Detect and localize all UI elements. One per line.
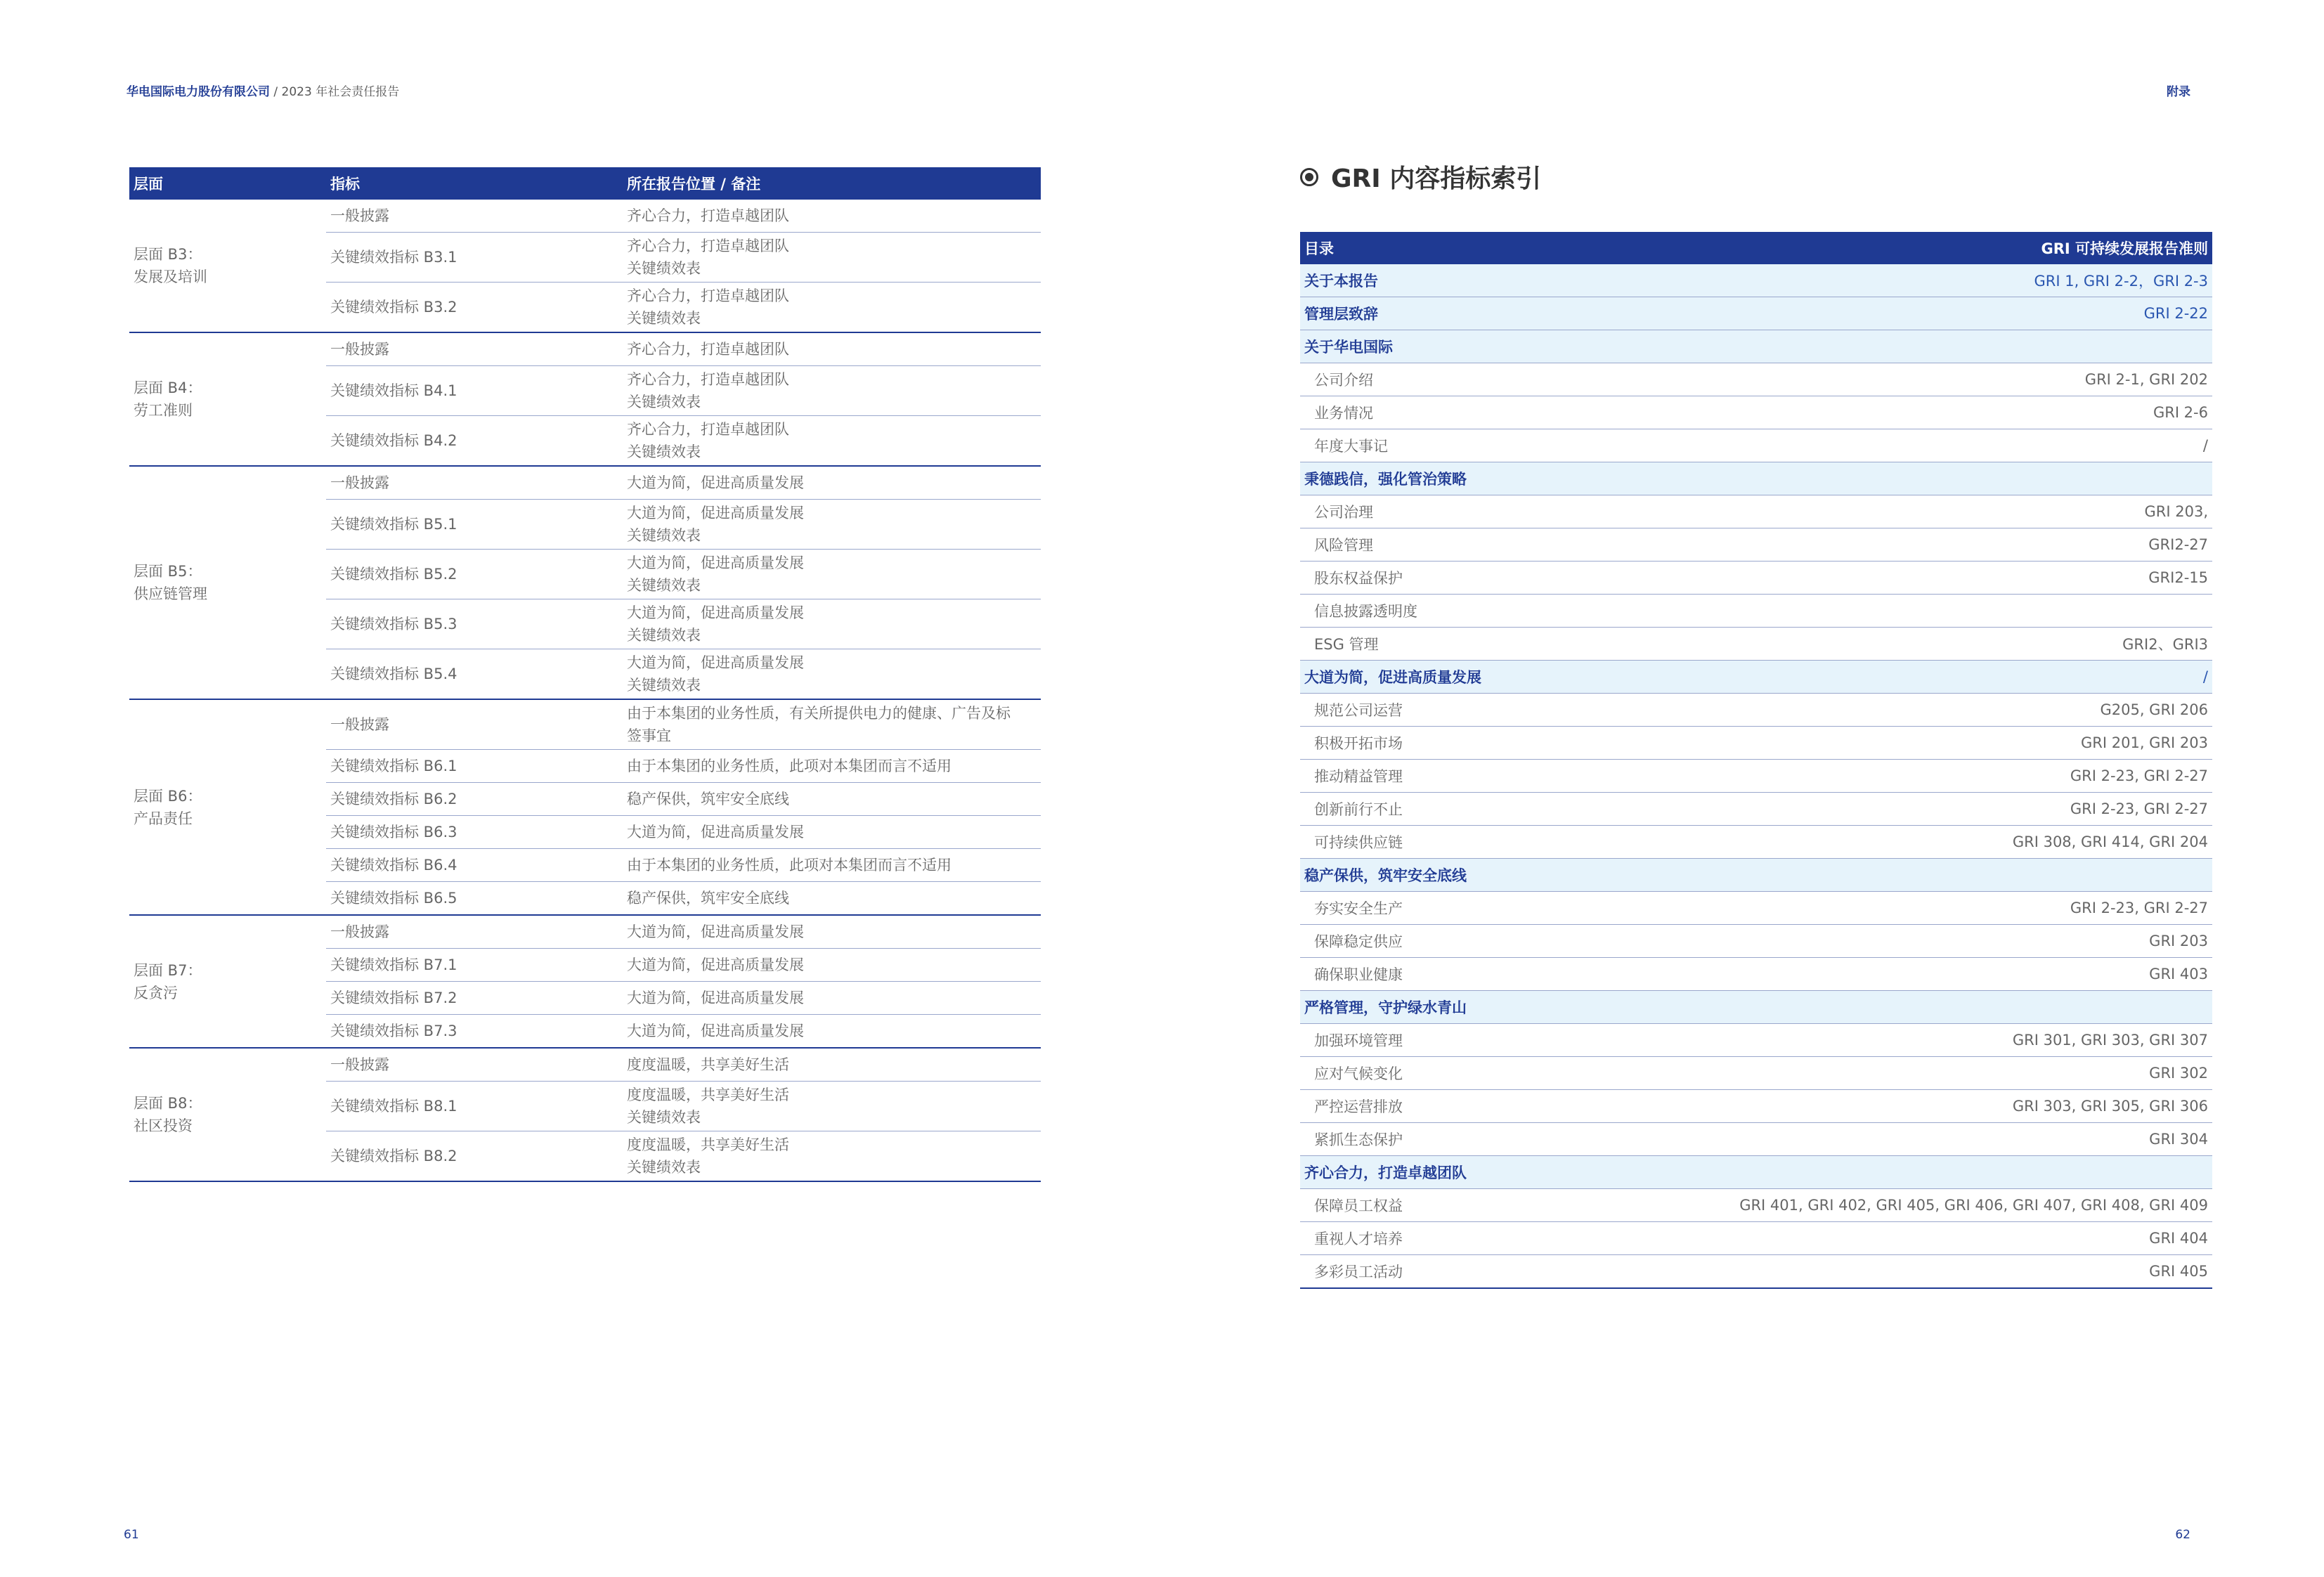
gri-standard-cell <box>1722 462 2212 495</box>
location-note: 签事宜 <box>627 727 671 744</box>
location-note: 关键绩效表 <box>627 260 701 277</box>
location-cell <box>623 1048 1041 1082</box>
gri-item-row <box>1300 793 2212 826</box>
indicator-cell: 关键绩效指标 B6.1 <box>326 750 623 783</box>
indicator-cell: 关键绩效指标 B5.2 <box>326 550 623 599</box>
location-cell <box>623 233 1041 283</box>
gri-standard-cell: / <box>1722 429 2212 462</box>
indicator-cell: 一般披露 <box>326 466 623 500</box>
gri-section-row <box>1300 859 2212 892</box>
gri-contents-cell: 公司治理 <box>1300 495 1722 528</box>
table-row <box>129 699 1041 750</box>
location-cell <box>623 915 1041 949</box>
gri-standard-cell: GRI2-15 <box>1722 562 2212 595</box>
location-cell <box>623 849 1041 882</box>
gri-item-row <box>1300 958 2212 991</box>
location-cell <box>623 949 1041 982</box>
gri-title-text: GRI 内容指标索引 <box>1331 164 1542 193</box>
table-row <box>129 200 1041 233</box>
location-note: 关键绩效表 <box>627 527 701 544</box>
gri-contents-cell: 夯实安全生产 <box>1300 892 1722 925</box>
location-note: 关键绩效表 <box>627 310 701 327</box>
aspect-cell <box>129 1048 326 1181</box>
gri-item-row <box>1300 562 2212 595</box>
gri-item-row <box>1300 1057 2212 1090</box>
gri-standard-cell: GRI 2-23, GRI 2-27 <box>1722 892 2212 925</box>
gri-contents-cell: 加强环境管理 <box>1300 1024 1722 1057</box>
gri-section-row <box>1300 330 2212 363</box>
aspect-cell <box>129 332 326 466</box>
gri-standard-cell: GRI 1, GRI 2-2，GRI 2-3 <box>1722 264 2212 297</box>
location-note: 关键绩效表 <box>627 394 701 410</box>
gri-standard-cell <box>1722 330 2212 363</box>
location-text: 齐心合力，打造卓越团队 <box>627 238 789 254</box>
gri-contents-cell: 严控运营排放 <box>1300 1090 1722 1123</box>
table-row <box>129 915 1041 949</box>
location-cell <box>623 366 1041 416</box>
gri-standard-cell: GRI 2-23, GRI 2-27 <box>1722 793 2212 826</box>
location-cell <box>623 550 1041 599</box>
gri-item-row <box>1300 628 2212 661</box>
gri-item-row <box>1300 528 2212 562</box>
gri-standard-cell <box>1722 595 2212 628</box>
gri-item-row <box>1300 595 2212 628</box>
esg-index-table <box>129 167 1041 1182</box>
location-text: 齐心合力，打造卓越团队 <box>627 421 789 438</box>
gri-standard-cell: GRI 404 <box>1722 1222 2212 1255</box>
gri-standard-cell: GRI 405 <box>1722 1255 2212 1289</box>
gri-standard-cell: GRI 2-6 <box>1722 396 2212 429</box>
aspect-cell <box>129 915 326 1048</box>
location-cell <box>623 699 1041 750</box>
location-text: 齐心合力，打造卓越团队 <box>627 287 789 304</box>
location-cell <box>623 816 1041 849</box>
location-text: 齐心合力，打造卓越团队 <box>627 207 789 224</box>
gri-item-row <box>1300 760 2212 793</box>
location-note: 关键绩效表 <box>627 627 701 644</box>
gri-standard-cell: GRI 302 <box>1722 1057 2212 1090</box>
indicator-cell: 关键绩效指标 B7.1 <box>326 949 623 982</box>
gri-contents-cell: 管理层致辞 <box>1300 297 1722 330</box>
gri-standard-cell: / <box>1722 661 2212 694</box>
location-cell <box>623 416 1041 467</box>
location-cell <box>623 1131 1041 1182</box>
page-number-left: 61 <box>124 1528 139 1542</box>
gri-standard-cell: GRI 303, GRI 305, GRI 306 <box>1722 1090 2212 1123</box>
aspect-name: 供应链管理 <box>134 585 207 602</box>
aspect-code: 层面 B6： <box>134 787 202 805</box>
location-text: 由于本集团的业务性质，此项对本集团而言不适用 <box>627 857 952 874</box>
indicator-cell: 一般披露 <box>326 699 623 750</box>
location-text: 度度温暖，共享美好生活 <box>627 1056 789 1073</box>
aspect-name: 发展及培训 <box>134 268 207 285</box>
gri-item-row <box>1300 363 2212 396</box>
gri-item-row <box>1300 727 2212 760</box>
gri-standard-cell: GRI 308, GRI 414, GRI 204 <box>1722 826 2212 859</box>
gri-standard-cell: GRI 403 <box>1722 958 2212 991</box>
gri-contents-cell: 关于本报告 <box>1300 264 1722 297</box>
location-cell <box>623 283 1041 333</box>
gri-contents-cell: 秉德践信，强化管治策略 <box>1300 462 1722 495</box>
aspect-name: 劳工准则 <box>134 402 193 419</box>
location-cell <box>623 882 1041 916</box>
gri-contents-cell: 严格管理，守护绿水青山 <box>1300 991 1722 1024</box>
aspect-name: 社区投资 <box>134 1117 193 1134</box>
gri-header-standards: GRI 可持续发展报告准则 <box>1722 232 2212 264</box>
location-cell <box>623 1015 1041 1049</box>
gri-header-row <box>1300 232 2212 264</box>
indicator-cell: 关键绩效指标 B7.3 <box>326 1015 623 1049</box>
aspect-cell <box>129 699 326 915</box>
header-aspect: 层面 <box>129 167 326 200</box>
location-cell <box>623 599 1041 649</box>
indicator-cell: 关键绩效指标 B4.2 <box>326 416 623 467</box>
indicator-cell: 一般披露 <box>326 1048 623 1082</box>
location-text: 大道为简，促进高质量发展 <box>627 554 804 571</box>
gri-section-title <box>1300 159 1541 195</box>
gri-standard-cell: GRI 2-23, GRI 2-27 <box>1722 760 2212 793</box>
location-cell <box>623 332 1041 366</box>
gri-contents-cell: 确保职业健康 <box>1300 958 1722 991</box>
gri-item-row <box>1300 396 2212 429</box>
indicator-cell: 关键绩效指标 B7.2 <box>326 982 623 1015</box>
aspect-code: 层面 B7： <box>134 961 202 979</box>
gri-contents-cell: 多彩员工活动 <box>1300 1255 1722 1289</box>
location-text: 大道为简，促进高质量发展 <box>627 654 804 671</box>
gri-item-row <box>1300 892 2212 925</box>
gri-section-row <box>1300 297 2212 330</box>
indicator-cell: 关键绩效指标 B3.1 <box>326 233 623 283</box>
location-note: 关键绩效表 <box>627 577 701 594</box>
company-name: 华电国际电力股份有限公司 <box>126 85 270 99</box>
gri-item-row <box>1300 1189 2212 1222</box>
location-text: 大道为简，促进高质量发展 <box>627 604 804 621</box>
location-text: 由于本集团的业务性质，此项对本集团而言不适用 <box>627 758 952 774</box>
gri-standard-cell: GRI2-27 <box>1722 528 2212 562</box>
gri-section-row <box>1300 661 2212 694</box>
gri-contents-cell: 信息披露透明度 <box>1300 595 1722 628</box>
gri-contents-cell: 公司介绍 <box>1300 363 1722 396</box>
aspect-cell <box>129 200 326 332</box>
location-note: 关键绩效表 <box>627 677 701 694</box>
gri-contents-cell: ESG 管理 <box>1300 628 1722 661</box>
aspect-code: 层面 B5： <box>134 563 202 580</box>
indicator-cell: 关键绩效指标 B6.3 <box>326 816 623 849</box>
location-note: 关键绩效表 <box>627 1109 701 1126</box>
gri-standard-cell: GRI 203, <box>1722 495 2212 528</box>
location-cell <box>623 982 1041 1015</box>
location-text: 大道为简，促进高质量发展 <box>627 474 804 491</box>
gri-contents-cell: 积极开拓市场 <box>1300 727 1722 760</box>
gri-header-contents: 目录 <box>1300 232 1722 264</box>
indicator-cell: 关键绩效指标 B6.5 <box>326 882 623 916</box>
location-cell <box>623 750 1041 783</box>
table-row <box>129 1048 1041 1082</box>
bullet-circle-icon <box>1300 168 1318 186</box>
location-note: 关键绩效表 <box>627 443 701 460</box>
aspect-name: 产品责任 <box>134 810 193 827</box>
location-text: 齐心合力，打造卓越团队 <box>627 341 789 358</box>
right-page <box>1162 0 2324 1577</box>
running-header <box>126 82 399 99</box>
indicator-cell: 关键绩效指标 B6.4 <box>326 849 623 882</box>
gri-contents-cell: 应对气候变化 <box>1300 1057 1722 1090</box>
gri-standard-cell: G205, GRI 206 <box>1722 694 2212 727</box>
header-separator: / <box>273 85 278 99</box>
page-number-right: 62 <box>2175 1528 2190 1542</box>
gri-contents-cell: 保障员工权益 <box>1300 1189 1722 1222</box>
indicator-cell: 一般披露 <box>326 200 623 233</box>
table-row <box>129 332 1041 366</box>
gri-item-row <box>1300 1090 2212 1123</box>
location-cell <box>623 200 1041 233</box>
location-text: 稳产保供，筑牢安全底线 <box>627 791 789 807</box>
gri-standard-cell <box>1722 991 2212 1024</box>
indicator-cell: 关键绩效指标 B5.4 <box>326 649 623 700</box>
gri-item-row <box>1300 1255 2212 1289</box>
gri-item-row <box>1300 429 2212 462</box>
indicator-cell: 一般披露 <box>326 332 623 366</box>
aspect-code: 层面 B3： <box>134 246 202 263</box>
gri-contents-cell: 创新前行不止 <box>1300 793 1722 826</box>
gri-contents-cell: 稳产保供，筑牢安全底线 <box>1300 859 1722 892</box>
gri-contents-cell: 股东权益保护 <box>1300 562 1722 595</box>
gri-section-row <box>1300 1156 2212 1189</box>
indicator-cell: 关键绩效指标 B3.2 <box>326 283 623 333</box>
gri-contents-cell: 规范公司运营 <box>1300 694 1722 727</box>
gri-contents-cell: 紧抓生态保护 <box>1300 1123 1722 1156</box>
gri-standard-cell: GRI 304 <box>1722 1123 2212 1156</box>
gri-item-row <box>1300 1123 2212 1156</box>
gri-section-row <box>1300 462 2212 495</box>
indicator-cell: 关键绩效指标 B8.2 <box>326 1131 623 1182</box>
gri-contents-cell: 推动精益管理 <box>1300 760 1722 793</box>
section-label: 附录 <box>2167 85 2190 99</box>
aspect-name: 反贪污 <box>134 984 178 1001</box>
location-cell <box>623 649 1041 700</box>
indicator-cell: 关键绩效指标 B5.3 <box>326 599 623 649</box>
header-location: 所在报告位置 / 备注 <box>623 167 1041 200</box>
gri-standard-cell: GRI 401, GRI 402, GRI 405, GRI 406, GRI 407, GRI 408, GRI 409 <box>1722 1189 2212 1222</box>
gri-standard-cell: GRI 201, GRI 203 <box>1722 727 2212 760</box>
gri-standard-cell: GRI2、GRI3 <box>1722 628 2212 661</box>
gri-standard-cell: GRI 203 <box>1722 925 2212 958</box>
gri-item-row <box>1300 925 2212 958</box>
location-text: 稳产保供，筑牢安全底线 <box>627 890 789 907</box>
gri-contents-cell: 保障稳定供应 <box>1300 925 1722 958</box>
gri-item-row <box>1300 694 2212 727</box>
location-text: 大道为简，促进高质量发展 <box>627 505 804 521</box>
indicator-cell: 一般披露 <box>326 915 623 949</box>
indicator-cell: 关键绩效指标 B6.2 <box>326 783 623 816</box>
gri-standard-cell <box>1722 859 2212 892</box>
indicator-cell: 关键绩效指标 B8.1 <box>326 1082 623 1131</box>
location-text: 大道为简，促进高质量发展 <box>627 824 804 841</box>
table-row <box>129 466 1041 500</box>
gri-item-row <box>1300 1222 2212 1255</box>
gri-section-row <box>1300 991 2212 1024</box>
gri-item-row <box>1300 495 2212 528</box>
aspect-code: 层面 B4： <box>134 379 202 396</box>
header-indicator: 指标 <box>326 167 623 200</box>
aspect-cell <box>129 466 326 699</box>
gri-contents-cell: 大道为简，促进高质量发展 <box>1300 661 1722 694</box>
gri-contents-cell: 年度大事记 <box>1300 429 1722 462</box>
gri-contents-cell: 风险管理 <box>1300 528 1722 562</box>
location-cell <box>623 1082 1041 1131</box>
gri-contents-cell: 重视人才培养 <box>1300 1222 1722 1255</box>
gri-standard-cell: GRI 2-1, GRI 202 <box>1722 363 2212 396</box>
location-text: 度度温暖，共享美好生活 <box>627 1136 789 1153</box>
gri-contents-cell: 关于华电国际 <box>1300 330 1722 363</box>
location-text: 齐心合力，打造卓越团队 <box>627 371 789 388</box>
indicator-cell: 关键绩效指标 B4.1 <box>326 366 623 416</box>
location-text: 度度温暖，共享美好生活 <box>627 1086 789 1103</box>
location-cell <box>623 783 1041 816</box>
location-text: 大道为简，促进高质量发展 <box>627 923 804 940</box>
location-note: 关键绩效表 <box>627 1159 701 1176</box>
indicator-cell: 关键绩效指标 B5.1 <box>326 500 623 550</box>
gri-contents-cell: 齐心合力，打造卓越团队 <box>1300 1156 1722 1189</box>
aspect-code: 层面 B8： <box>134 1095 202 1112</box>
gri-index-table <box>1300 232 2212 1289</box>
location-text: 大道为简，促进高质量发展 <box>627 956 804 973</box>
gri-contents-cell: 可持续供应链 <box>1300 826 1722 859</box>
gri-standard-cell: GRI 2-22 <box>1722 297 2212 330</box>
location-cell <box>623 466 1041 500</box>
gri-standard-cell: GRI 301, GRI 303, GRI 307 <box>1722 1024 2212 1057</box>
gri-item-row <box>1300 826 2212 859</box>
gri-item-row <box>1300 1024 2212 1057</box>
gri-contents-cell: 业务情况 <box>1300 396 1722 429</box>
location-text: 大道为简，促进高质量发展 <box>627 1023 804 1039</box>
gri-section-row <box>1300 264 2212 297</box>
gri-standard-cell <box>1722 1156 2212 1189</box>
location-text: 由于本集团的业务性质，有关所提供电力的健康、广告及标 <box>627 705 1011 722</box>
report-title: 2023 年社会责任报告 <box>281 85 400 99</box>
location-cell <box>623 500 1041 550</box>
table-header-row <box>129 167 1041 200</box>
location-text: 大道为简，促进高质量发展 <box>627 989 804 1006</box>
